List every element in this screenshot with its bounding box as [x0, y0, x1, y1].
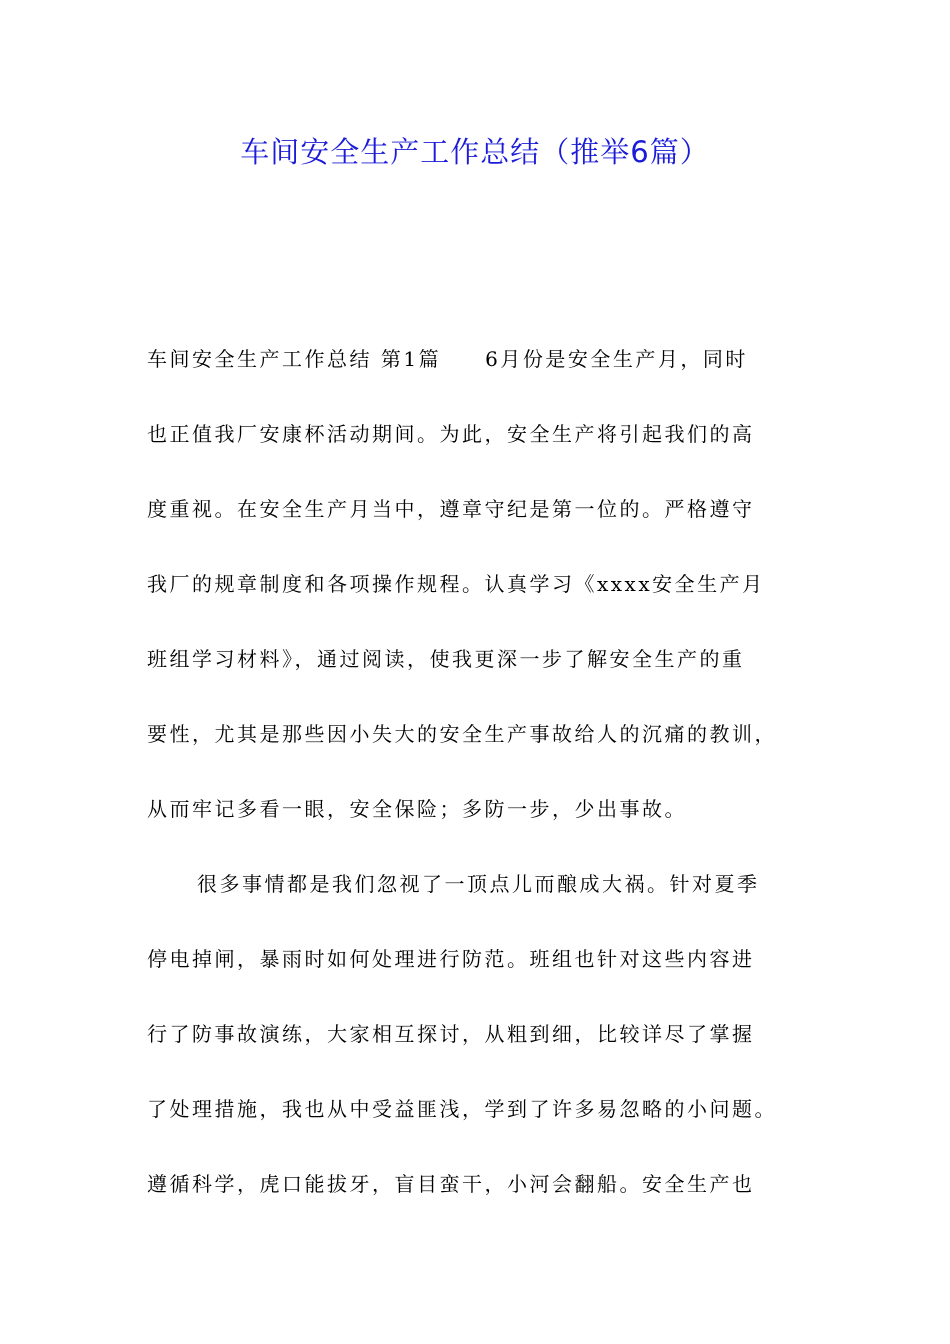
paragraph-text: 6月份是安全生产月，同时 — [485, 347, 748, 371]
body-line-8: 很多事情都是我们忽视了一顶点儿而酿成大祸。针对夏季 — [197, 872, 760, 896]
body-line-6: 要性，尤其是那些因小失大的安全生产事故给人的沉痛的教训， — [147, 722, 777, 746]
body-line-3: 度重视。在安全生产月当中，遵章守纪是第一位的。严格遵守 — [147, 497, 755, 521]
body-line-10: 行了防事故演练，大家相互探讨，从粗到细，比较详尽了掌握 — [147, 1022, 755, 1046]
body-line-9: 停电掉闸，暴雨时如何处理进行防范。班组也针对这些内容进 — [147, 947, 755, 971]
body-line-1 — [147, 344, 748, 374]
body-line-5: 班组学习材料》，通过阅读，使我更深一步了解安全生产的重 — [147, 647, 745, 671]
body-line-7: 从而牢记多看一眼，安全保险；多防一步，少出事故。 — [147, 797, 687, 821]
body-line-2: 也正值我厂安康杯活动期间。为此，安全生产将引起我们的高 — [147, 422, 755, 446]
document-title: 车间安全生产工作总结（推举6篇） — [240, 135, 710, 169]
section-heading: 车间安全生产工作总结 第1篇 — [147, 347, 442, 371]
body-line-4: 我厂的规章制度和各项操作规程。认真学习《xxxx安全生产月 — [147, 572, 765, 596]
body-line-11: 了处理措施，我也从中受益匪浅，学到了许多易忽略的小问题。 — [147, 1097, 777, 1121]
body-line-12: 遵循科学，虎口能拔牙，盲目蛮干，小河会翻船。安全生产也 — [147, 1172, 755, 1196]
